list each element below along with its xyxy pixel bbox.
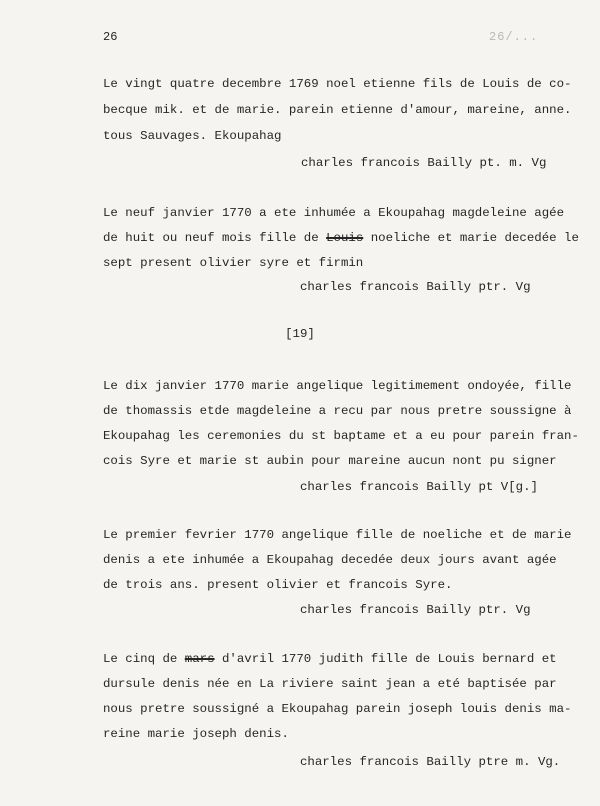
entry-5-line-1-start: Le cinq de bbox=[103, 652, 185, 666]
entry-2-signature: charles francois Bailly ptr. Vg bbox=[300, 280, 531, 294]
entry-5-line-3: nous pretre soussigné a Ekoupahag parein joseph louis denis ma- bbox=[103, 702, 572, 716]
entry-4-line-3: de trois ans. present olivier et francois Syre. bbox=[103, 578, 453, 592]
entry-3-signature: charles francois Bailly pt V[g.] bbox=[300, 480, 538, 494]
pencil-annotation: 26/... bbox=[489, 30, 539, 44]
entry-5-signature: charles francois Bailly ptre m. Vg. bbox=[300, 755, 561, 769]
entry-5-line-1 bbox=[103, 653, 557, 665]
entry-2-line-2-rest: noeliche et marie decedée le bbox=[363, 231, 579, 245]
entry-3-line-4: cois Syre et marie st aubin pour mareine aucun nont pu signer bbox=[103, 454, 557, 468]
entry-3-line-1: Le dix janvier 1770 marie angelique legitimement ondoyée, fille bbox=[103, 379, 572, 393]
entry-2-line-1: Le neuf janvier 1770 a ete inhumée a Ekoupahag magdeleine agée bbox=[103, 206, 565, 220]
entry-3-line-3: Ekoupahag les ceremonies du st baptame et a eu pour parein fran- bbox=[103, 429, 579, 443]
register-number-marker: [19] bbox=[285, 327, 315, 341]
entry-1-signature: charles francois Bailly pt. m. Vg bbox=[301, 156, 547, 170]
entry-3-line-2: de thomassis etde magdeleine a recu par nous pretre soussigne à bbox=[103, 404, 572, 418]
struck-word: Louis bbox=[326, 231, 364, 245]
entry-2-line-2 bbox=[103, 232, 579, 244]
entry-4-line-2: denis a ete inhumée a Ekoupahag decedée deux jours avant agée bbox=[103, 553, 557, 567]
entry-1-line-3: tous Sauvages. Ekoupahag bbox=[103, 129, 282, 143]
entry-4-signature: charles francois Bailly ptr. Vg bbox=[300, 603, 531, 617]
entry-5-line-4: reine marie joseph denis. bbox=[103, 727, 289, 741]
entry-2-line-2-start: de huit ou neuf mois fille de bbox=[103, 231, 327, 245]
entry-4-line-1: Le premier fevrier 1770 angelique fille de noeliche et de marie bbox=[103, 528, 572, 542]
entry-2-line-3: sept present olivier syre et firmin bbox=[103, 256, 364, 270]
entry-5-line-2: dursule denis née en La riviere saint jean a eté baptisée par bbox=[103, 677, 557, 691]
entry-1-line-1: Le vingt quatre decembre 1769 noel etienne fils de Louis de co- bbox=[103, 77, 572, 91]
page-number: 26 bbox=[103, 30, 118, 44]
struck-word: mars bbox=[184, 652, 215, 666]
entry-1-line-2: becque mik. et de marie. parein etienne d'amour, mareine, anne. bbox=[103, 103, 572, 117]
entry-5-line-1-rest: d'avril 1770 judith fille de Louis bernard et bbox=[214, 652, 557, 666]
